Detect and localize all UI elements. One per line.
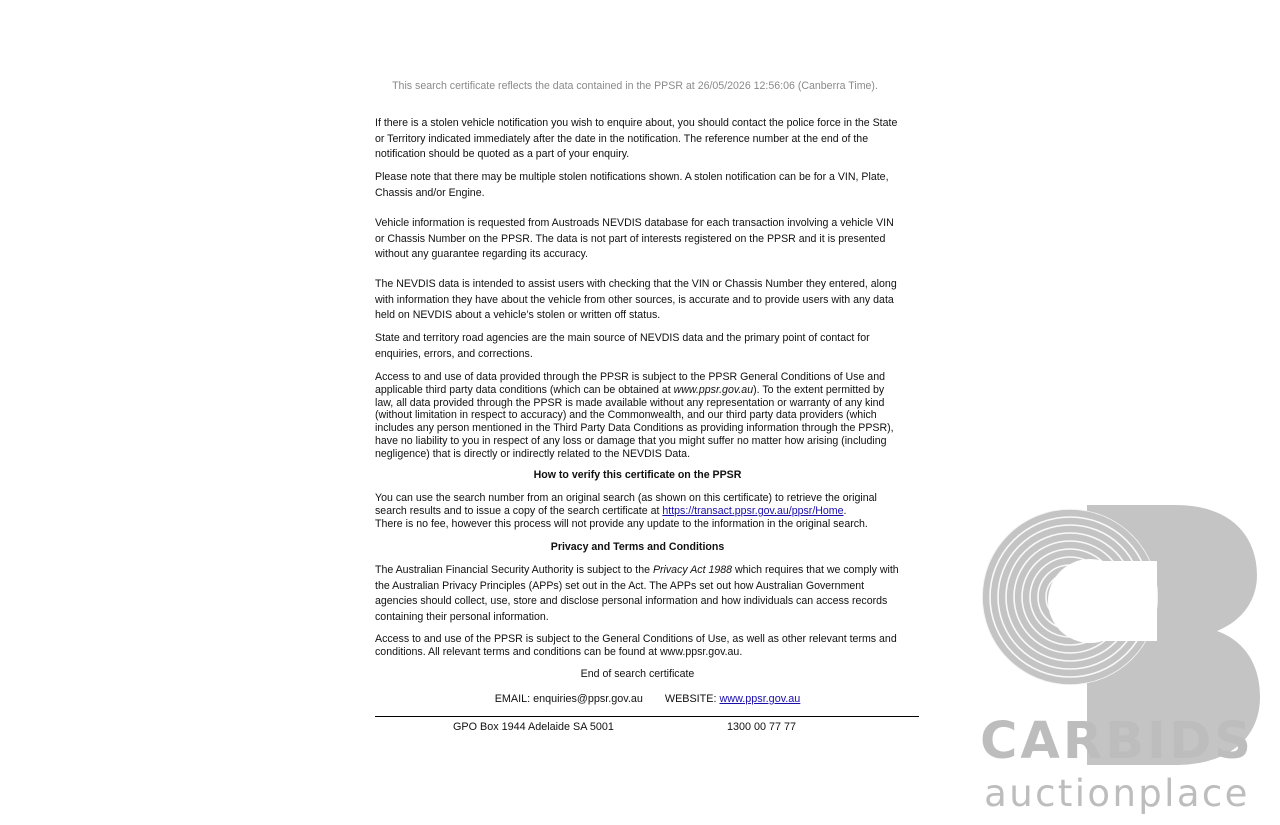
privacy-heading: Privacy and Terms and Conditions (550, 541, 725, 553)
verify-text-1: You can use the search number from an original search (as shown on this certificate) to retrieve the original search results and to issue a copy of the search certificate at (375, 492, 877, 517)
postal-address: GPO Box 1944 Adelaide SA 5001 (453, 721, 614, 733)
access-text-1: Access to and use of data provided through the PPSR is subject to the PPSR General Conditions of Use and applicable third party data conditions (which can be obtained at (375, 371, 885, 396)
stolen-notice-paragraph: If there is a stolen vehicle notification you wish to enquire about, you should contact the police force in the State or Territory indicated immediately after the date in the notification. The reference number at the end of the notification should be quoted as a part of your enquiry. (375, 117, 898, 160)
website-label: WEBSITE: (664, 693, 720, 705)
privacy-text-2: which requires that we comply with the Australian Privacy Principles (APPs) set out in the Act. The APPs set out how Australian Government agencies should collect, use, store and disclose personal information and how individuals can access records containing their personal information. (375, 564, 899, 623)
search-timestamp-notice: This search certificate reflects the data contained in the PPSR at 26/05/2026 12:56:06 (Canberra Time). (392, 80, 878, 92)
phone-number: 1300 00 77 77 (727, 721, 797, 733)
verify-paragraph (375, 492, 905, 530)
data-access-paragraph (375, 371, 905, 461)
access-italic-url: www.ppsr.gov.au (673, 383, 754, 396)
auctionplace-text: auctionplace (984, 772, 1250, 815)
access-text-2: ). To the extent permitted by law, all data provided through the PPSR is made available without any representation or warranty of any kind (without limitation in respect to accuracy) and the Commonwealth, and our third party data providers (which includes any person mentioned in the Third Party Data Conditions as providing information through the PPSR), have no liability to you in respect of any loss or damage that you might suffer no matter how arising (including negligence) that is directly or indirectly related to the NEVDIS Data. (375, 383, 894, 460)
verify-heading: How to verify this certificate on the PPSR (533, 469, 742, 481)
verify-text-2: . (843, 504, 847, 517)
privacy-text-1: The Australian Financial Security Authority is subject to the (375, 564, 653, 576)
state-agencies-paragraph: State and territory road agencies are the main source of NEVDIS data and the primary point of contact for enquiries, errors, and corrections. (375, 332, 870, 360)
carbids-brand-text: CARBIDS (979, 712, 1255, 771)
terms-paragraph: Access to and use of the PPSR is subject to the General Conditions of Use, as well as other relevant terms and conditions. All relevant terms and conditions can be found at www.ppsr.gov.au. (375, 633, 897, 658)
privacy-act-italic: Privacy Act 1988 (652, 564, 733, 576)
nevdis-source-paragraph: Vehicle information is requested from Austroads NEVDIS database for each transaction involving a vehicle VIN or Chassis Number on the PPSR. The data is not part of interests registered on the PPSR and it is presented without any guarantee regarding its accuracy. (375, 217, 894, 260)
email-text: EMAIL: enquiries@ppsr.gov.au (494, 693, 643, 705)
nevdis-purpose-paragraph: The NEVDIS data is intended to assist users with checking that the VIN or Chassis Number they entered, along with information they have about the vehicle from other sources, is accurate and to provide users with any data held on NEVDIS about a vehicle’s stolen or written off status. (375, 278, 897, 321)
privacy-paragraph (375, 563, 905, 625)
footer-divider (375, 716, 919, 717)
multiple-notices-paragraph: Please note that there may be multiple stolen notifications shown. A stolen notification can be for a VIN, Plate, Chassis and/or Engine. (375, 171, 889, 199)
end-of-certificate: End of search certificate (580, 668, 695, 680)
verify-text-3: There is no fee, however this process will not provide any update to the information in the original search. (375, 517, 868, 530)
contact-line (375, 692, 920, 708)
website-link[interactable]: www.ppsr.gov.au (719, 693, 801, 705)
ppsr-home-link[interactable]: https://transact.ppsr.gov.au/ppsr/Home (662, 504, 844, 517)
